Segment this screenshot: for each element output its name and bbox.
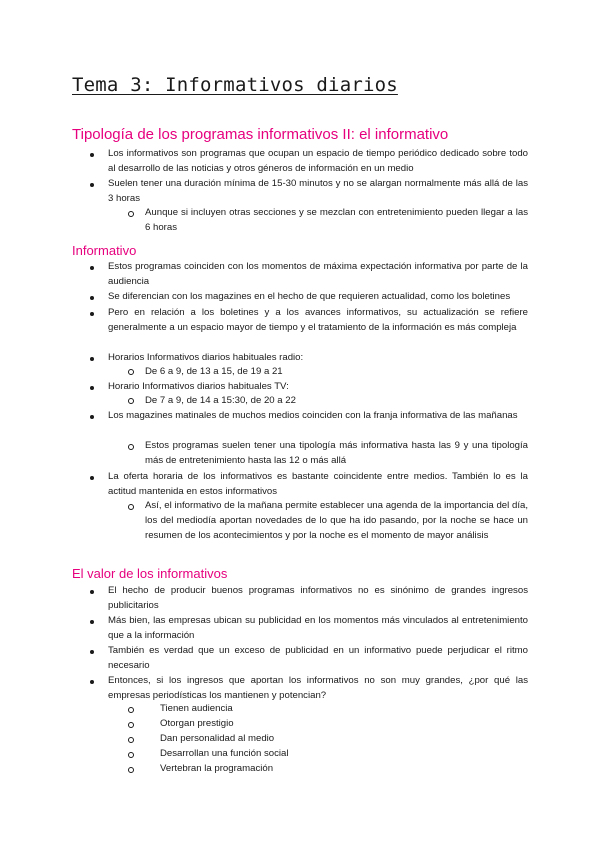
bullet-icon — [90, 590, 94, 594]
sub-bullet-icon — [128, 504, 134, 510]
list-item: También es verdad que un exceso de publicidad en un informativo puede perjudicar el ritmo necesario — [108, 645, 528, 671]
bullet-icon — [90, 357, 94, 361]
bullet-icon — [90, 650, 94, 654]
section-heading-valor: El valor de los informativos — [72, 566, 228, 581]
sub-bullet-icon — [128, 707, 134, 713]
sub-bullet-icon — [128, 767, 134, 773]
sub-bullet-icon — [128, 752, 134, 758]
bullet-icon — [90, 312, 94, 316]
sub-bullet-icon — [128, 211, 134, 217]
bullet-icon — [90, 386, 94, 390]
bullet-icon — [90, 296, 94, 300]
sub-bullet-icon — [128, 398, 134, 404]
list-item: Los magazines matinales de muchos medios coinciden con la franja informativa de las mañanas — [108, 410, 518, 421]
sub-list-item: Vertebran la programación — [160, 763, 274, 774]
list-item: Estos programas coinciden con los momentos de máxima expectación informativa por parte de la audiencia — [108, 261, 528, 287]
sub-bullet-icon — [128, 444, 134, 450]
list-item: Más bien, las empresas ubican su publicidad en los momentos más vinculados al entretenimiento que a la información — [108, 615, 528, 641]
bullet-icon — [90, 620, 94, 624]
bullet-icon — [90, 415, 94, 419]
list-item: Horarios Informativos diarios habituales radio: — [108, 352, 304, 363]
sub-list-item: De 6 a 9, de 13 a 15, de 19 a 21 — [145, 366, 283, 377]
list-item: Se diferencian con los magazines en el hecho de que requieren actualidad, como los boletines — [108, 291, 511, 302]
sub-list-item: De 7 a 9, de 14 a 15:30, de 20 a 22 — [145, 395, 296, 406]
sub-bullet-icon — [128, 722, 134, 728]
sub-list-item: Aunque si incluyen otras secciones y se mezclan con entretenimiento pueden llegar a las 6 horas — [145, 207, 528, 233]
sub-list-item: Tienen audiencia — [160, 703, 233, 714]
section-heading-tipologia: Tipología de los programas informativos II: el informativo — [72, 126, 449, 143]
sub-list-item: Así, el informativo de la mañana permite establecer una agenda de la importancia del día, los del mediodía aportan novedades de lo que ha ido pasando, por la noche se hace un resumen de los acontecimientos y por la noche es el momento de mayor análisis — [145, 500, 528, 541]
list-item: Suelen tener una duración mínima de 15-30 minutos y no se alargan normalmente más allá de las 3 horas — [108, 178, 528, 204]
page-title: Tema 3: Informativos diarios — [72, 74, 398, 96]
sub-bullet-icon — [128, 369, 134, 375]
sub-list-item: Estos programas suelen tener una tipología más informativa hasta las 9 y una tipología más de entretenimiento hasta las 12 o más allá — [145, 440, 528, 466]
list-item: El hecho de producir buenos programas informativos no es sinónimo de grandes ingresos publicitarios — [108, 585, 528, 611]
sub-list-item: Otorgan prestigio — [160, 718, 234, 729]
sub-list-item: Desarrollan una función social — [160, 748, 289, 759]
bullet-icon — [90, 680, 94, 684]
bullet-icon — [90, 476, 94, 480]
bullet-icon — [90, 153, 94, 157]
list-item: La oferta horaria de los informativos es bastante coincidente entre medios. También lo es la actitud mantenida en estos informativos — [108, 471, 528, 497]
sub-list-item: Dan personalidad al medio — [160, 733, 275, 744]
list-item: Entonces, si los ingresos que aportan los informativos no son muy grandes, ¿por qué las empresas periodísticas los mantienen y potencian? — [108, 675, 528, 701]
sub-bullet-icon — [128, 737, 134, 743]
bullet-icon — [90, 266, 94, 270]
list-item: Horario Informativos diarios habituales TV: — [108, 381, 289, 392]
bullet-icon — [90, 183, 94, 187]
list-item: Los informativos son programas que ocupan un espacio de tiempo periódico dedicado sobre todo al desarrollo de las noticias y otros géneros de información en un medio — [108, 148, 528, 174]
list-item: Pero en relación a los boletines y a los avances informativos, su actualización se refiere generalmente a un espacio mayor de tiempo y el tratamiento de la información es más compleja — [108, 307, 528, 333]
section-heading-informativo: Informativo — [72, 243, 137, 258]
